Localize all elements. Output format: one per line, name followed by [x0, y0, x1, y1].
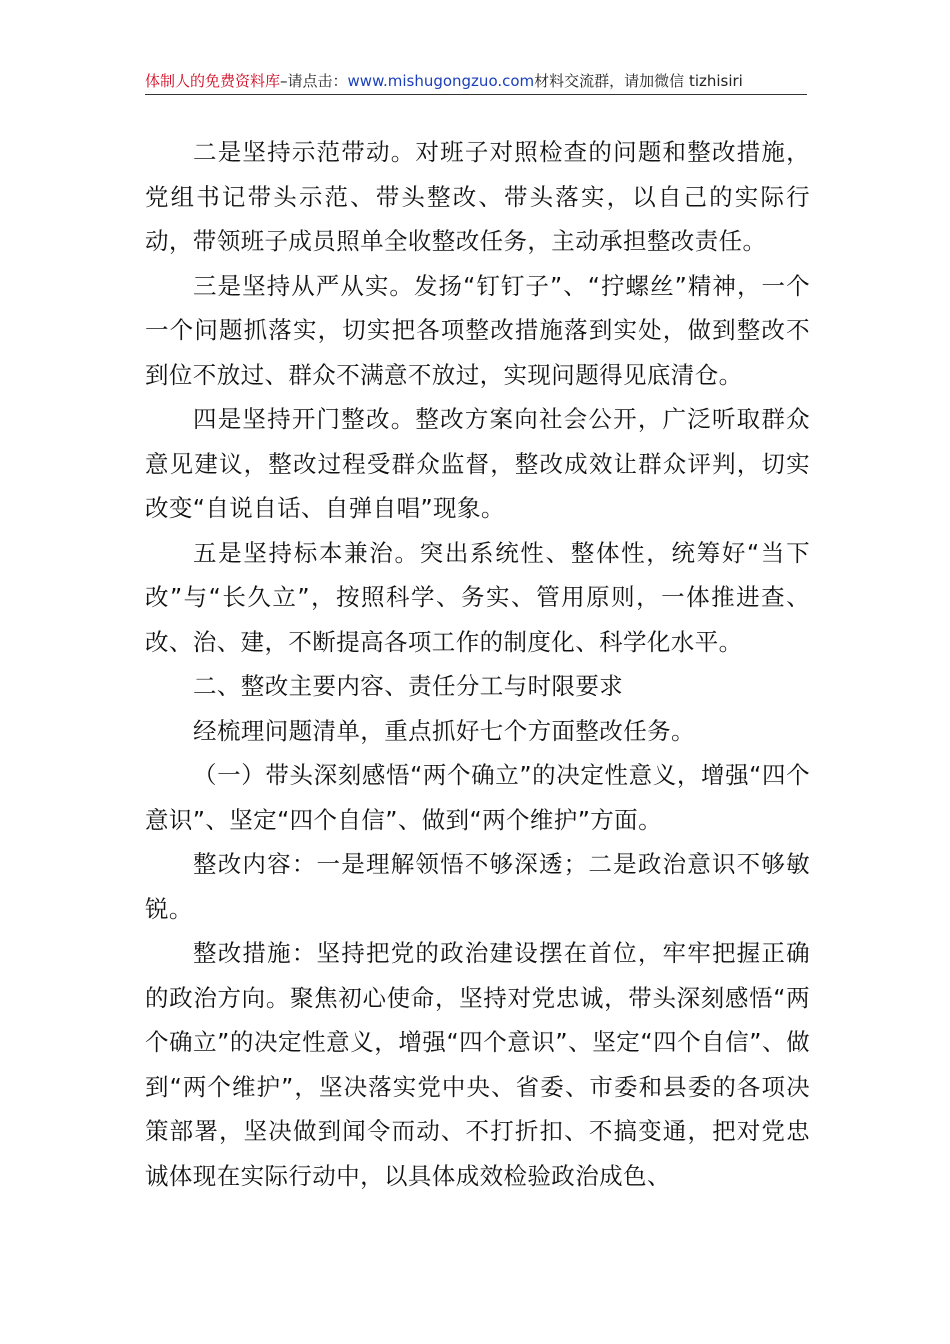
- header-prompt: –请点击：: [280, 72, 348, 90]
- paragraph-intro: 经梳理问题清单，重点抓好七个方面整改任务。: [193, 716, 695, 745]
- header-brand: 体制人的免费资料库: [145, 72, 281, 90]
- paragraph-principle-2: 二是坚持示范带动。对班子对照检查的问题和整改措施，党组书记带头示范、带头整改、带头落实，以自己的实际行动，带领班子成员照单全收整改任务，主动承担整改责任。: [145, 138, 810, 255]
- section-heading: 二、整改主要内容、责任分工与时限要求: [193, 672, 624, 700]
- subsection-heading-1: （一）带头深刻感悟“两个确立”的决定性意义，增强“四个意识”、坚定“四个自信”、做到“两个维护”方面。: [145, 761, 810, 834]
- header-website-link[interactable]: www.mishugongzuo.com: [347, 72, 535, 90]
- paragraph-rectification-content: 整改内容：一是理解领悟不够深透；二是政治意识不够敏锐。: [145, 850, 810, 923]
- document-body: [145, 130, 810, 1198]
- paragraph-principle-5: 五是坚持标本兼治。突出系统性、整体性，统筹好“当下改”与“长久立”，按照科学、务实、管用原则，一体推进查、改、治、建，不断提高各项工作的制度化、科学化水平。: [145, 538, 810, 656]
- paragraph-principle-3: 三是坚持从严从实。发扬“钉钉子”、“拧螺丝”精神，一个一个问题抓落实，切实把各项整改措施落到实处，做到整改不到位不放过、群众不满意不放过，实现问题得见底清仓。: [145, 271, 810, 389]
- header-contact: 材料交流群，请加微信 tizhisiri: [534, 72, 743, 90]
- paragraph-rectification-measures: 整改措施：坚持把党的政治建设摆在首位，牢牢把握正确的政治方向。聚焦初心使命，坚持对党忠诚，带头深刻感悟“两个确立”的决定性意义，增强“四个意识”、坚定“四个自信”、做到“两个维护”，坚决落实党中央、省委、市委和县委的各项决策部署，坚决做到闻令而动、不打折扣、不搞变通，把对党忠诚体现在实际行动中，以具体成效检验政治成色、: [145, 939, 810, 1190]
- page-header: [145, 68, 807, 95]
- paragraph-principle-4: 四是坚持开门整改。整改方案向社会公开，广泛听取群众意见建议，整改过程受群众监督，整改成效让群众评判，切实改变“自说自话、自弹自唱”现象。: [145, 405, 810, 522]
